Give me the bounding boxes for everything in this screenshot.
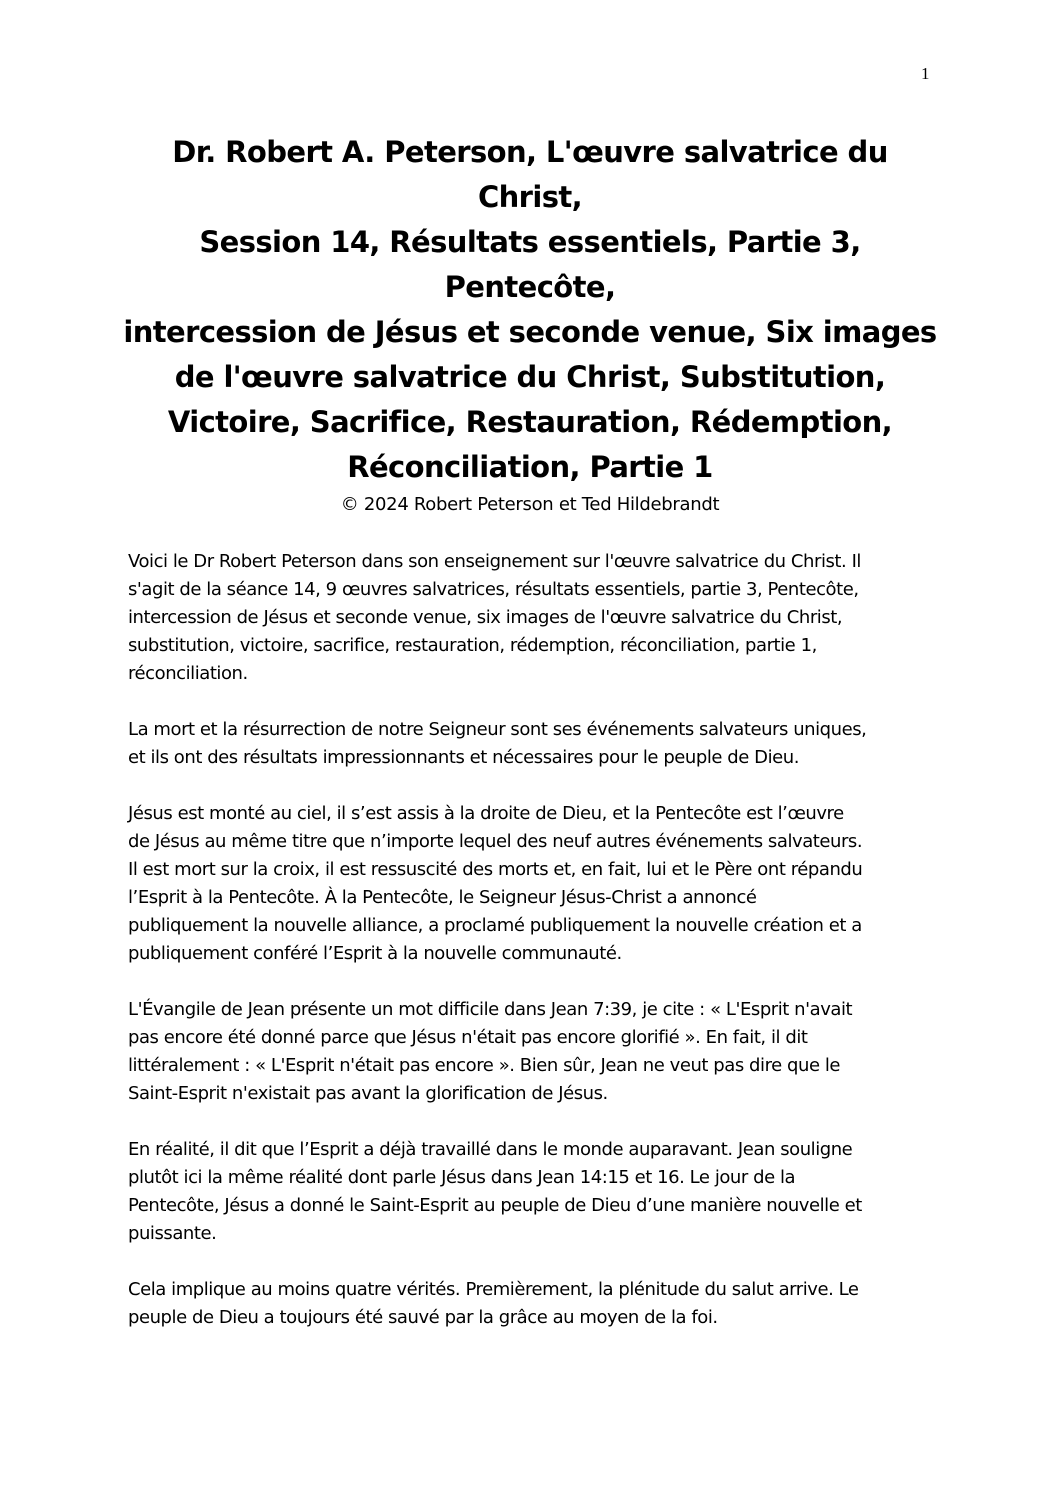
title-line: Christ, (477, 180, 583, 214)
text-line: substitution, victoire, sacrifice, restauration, rédemption, réconciliation, partie 1, (128, 635, 817, 656)
text-line: intercession de Jésus et seconde venue, six images de l'œuvre salvatrice du Christ, (128, 607, 843, 628)
text-line: l’Esprit à la Pentecôte. À la Pentecôte, le Seigneur Jésus-Christ a annoncé (128, 887, 757, 908)
text-line: L'Évangile de Jean présente un mot difficile dans Jean 7:39, je cite : « L'Esprit n'avait (128, 999, 853, 1020)
paragraph (128, 800, 936, 968)
text-line: publiquement la nouvelle alliance, a proclamé publiquement la nouvelle création et a (128, 915, 862, 936)
title-line: de l'œuvre salvatrice du Christ, Substitution, (174, 360, 886, 394)
title-line: Dr. Robert A. Peterson, L'œuvre salvatrice du (172, 135, 888, 169)
text-line: Saint-Esprit n'existait pas avant la glorification de Jésus. (128, 1083, 608, 1104)
text-line: peuple de Dieu a toujours été sauvé par la grâce au moyen de la foi. (128, 1307, 718, 1328)
title-line: Réconciliation, Partie 1 (347, 450, 713, 484)
text-line: de Jésus au même titre que n’importe lequel des neuf autres événements salvateurs. (128, 831, 863, 852)
text-line: réconciliation. (128, 663, 248, 684)
text-line: Il est mort sur la croix, il est ressuscité des morts et, en fait, lui et le Père ont répandu (128, 859, 863, 880)
paragraph (128, 996, 936, 1108)
document-title (90, 130, 970, 490)
copyright-notice: © 2024 Robert Peterson et Ted Hildebrandt (340, 494, 720, 515)
title-line: Victoire, Sacrifice, Restauration, Rédemption, (167, 405, 893, 439)
paragraph (128, 1136, 936, 1248)
title-line: intercession de Jésus et seconde venue, Six images (123, 315, 937, 349)
body-text (128, 548, 936, 1360)
paragraph (128, 1276, 936, 1332)
text-line: publiquement conféré l’Esprit à la nouvelle communauté. (128, 943, 622, 964)
paragraph (128, 716, 936, 772)
text-line: littéralement : « L'Esprit n'était pas encore ». Bien sûr, Jean ne veut pas dire que le (128, 1055, 841, 1076)
text-line: Cela implique au moins quatre vérités. Premièrement, la plénitude du salut arrive. Le (128, 1279, 859, 1300)
text-line: Jésus est monté au ciel, il s’est assis à la droite de Dieu, et la Pentecôte est l’œuvre (128, 803, 844, 824)
text-line: et ils ont des résultats impressionnants et nécessaires pour le peuple de Dieu. (128, 747, 799, 768)
title-line: Session 14, Résultats essentiels, Partie 3, (199, 225, 861, 259)
text-line: s'agit de la séance 14, 9 œuvres salvatrices, résultats essentiels, partie 3, Pentecôte, (128, 579, 859, 600)
text-line: En réalité, il dit que l’Esprit a déjà travaillé dans le monde auparavant. Jean souligne (128, 1139, 853, 1160)
text-line: La mort et la résurrection de notre Seigneur sont ses événements salvateurs uniques, (128, 719, 867, 740)
text-line: puissante. (128, 1223, 217, 1244)
paragraph (128, 548, 936, 688)
page-number: 1 (921, 64, 930, 83)
text-line: plutôt ici la même réalité dont parle Jésus dans Jean 14:15 et 16. Le jour de la (128, 1167, 796, 1188)
text-line: Pentecôte, Jésus a donné le Saint-Esprit au peuple de Dieu d’une manière nouvelle et (128, 1195, 862, 1216)
text-line: pas encore été donné parce que Jésus n'était pas encore glorifié ». En fait, il dit (128, 1027, 808, 1048)
title-line: Pentecôte, (444, 270, 616, 304)
text-line: Voici le Dr Robert Peterson dans son enseignement sur l'œuvre salvatrice du Christ. Il (128, 551, 861, 572)
